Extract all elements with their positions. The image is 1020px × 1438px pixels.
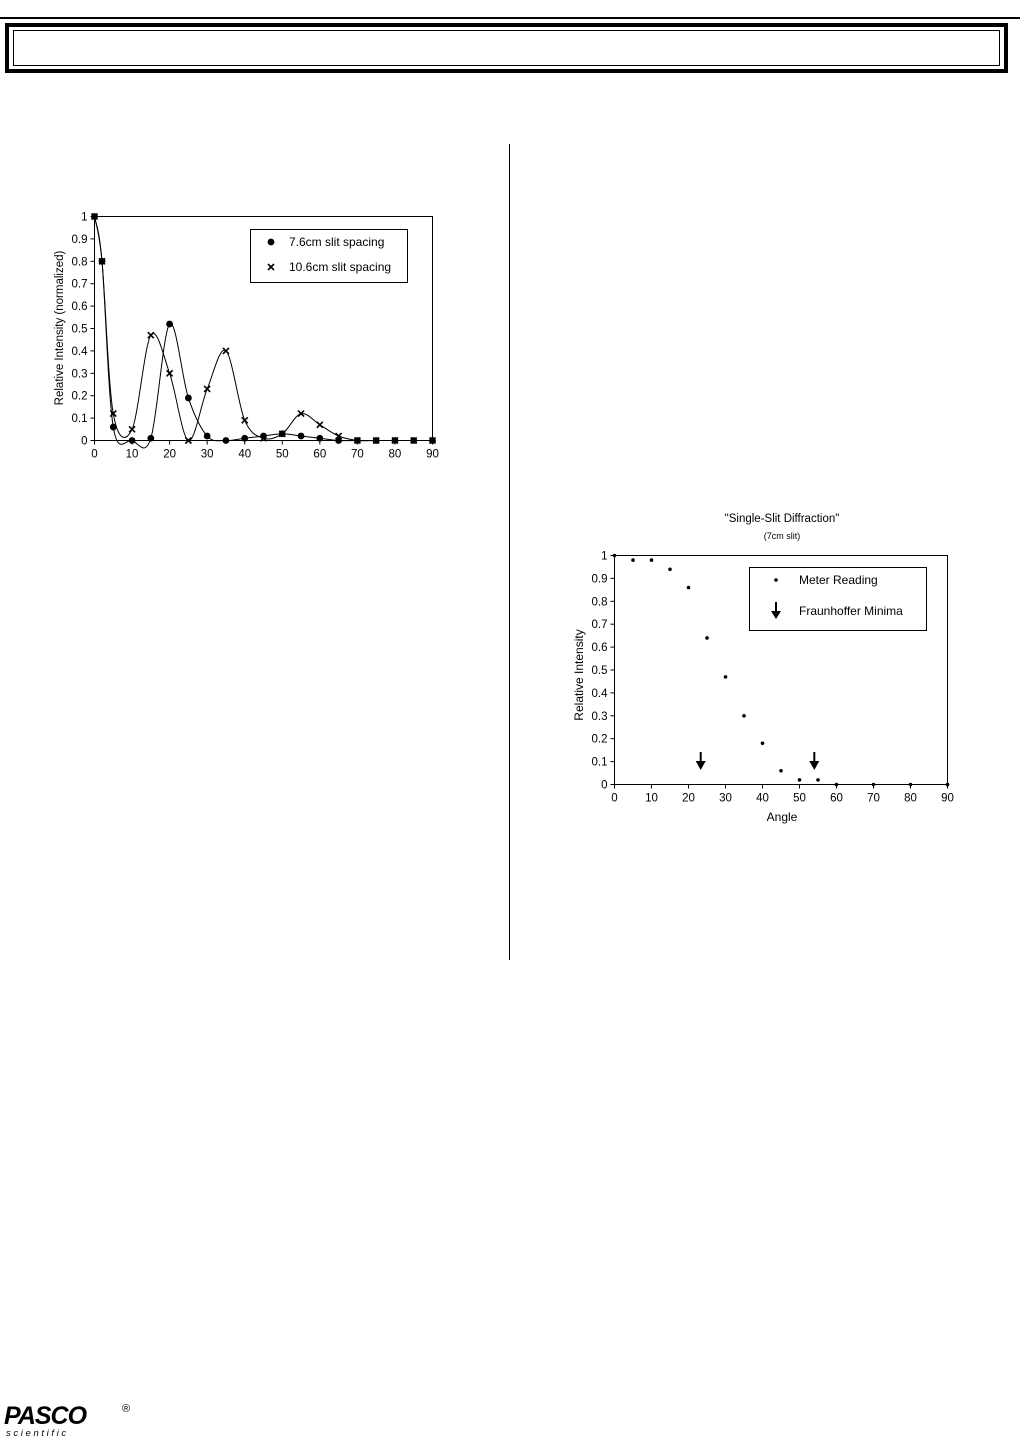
data-point-circle — [166, 321, 173, 328]
minima-arrow — [696, 752, 706, 770]
y-tick-label: 0.6 — [591, 642, 608, 655]
data-point-x — [129, 426, 135, 432]
x-tick-label: 40 — [238, 448, 252, 461]
data-point-circle — [316, 435, 323, 442]
x-tick-label: 10 — [125, 448, 139, 461]
header-inner-box — [13, 30, 1000, 66]
x-tick-label: 40 — [756, 792, 769, 805]
column-divider — [509, 144, 510, 960]
data-point-dot — [835, 783, 839, 787]
y-tick-label: 0.6 — [71, 301, 88, 314]
x-tick-label: 10 — [645, 792, 658, 805]
data-point-circle — [204, 433, 211, 440]
chart2-y-axis-label: Relative Intensity — [572, 629, 586, 721]
chart1-x-ticks — [91, 441, 439, 461]
logo-registered-mark: ® — [122, 1403, 131, 1415]
x-tick-label: 50 — [793, 792, 806, 805]
data-point-x — [242, 417, 248, 423]
x-tick-label: 20 — [682, 792, 695, 805]
legend-dot-marker — [774, 578, 778, 582]
chart2-subtitle: (7cm slit) — [763, 531, 801, 541]
data-point-circle — [110, 424, 117, 431]
y-tick-label: 0.3 — [71, 368, 88, 381]
chart2-y-ticks — [592, 551, 615, 792]
y-tick-label: 0.1 — [71, 413, 88, 426]
data-point-dot — [761, 741, 765, 745]
y-tick-label: 0.9 — [591, 573, 608, 586]
y-tick-label: 0.8 — [591, 596, 608, 609]
y-tick-label: 0.2 — [71, 390, 88, 403]
chart2-title: "Single-Slit Diffraction" — [724, 513, 840, 525]
data-point-dot — [798, 778, 802, 782]
y-tick-label: 0.7 — [591, 619, 608, 632]
legend-circle-marker — [268, 239, 275, 246]
data-point-dot — [742, 714, 746, 718]
chart2-x-axis-label: Angle — [766, 810, 798, 824]
data-point-circle — [241, 435, 248, 442]
x-tick-label: 80 — [904, 792, 917, 805]
y-tick-label: 0.5 — [591, 665, 608, 677]
data-point-x — [204, 386, 210, 392]
logo-brand: PASCO — [4, 1402, 87, 1430]
chart-single-slit — [560, 505, 970, 835]
x-tick-label: 20 — [163, 448, 177, 461]
x-tick-label: 60 — [830, 792, 843, 805]
data-point-dot — [631, 558, 635, 562]
chart2-legend-label-2: Fraunhoffer Minima — [799, 604, 903, 618]
y-tick-label: 0 — [81, 435, 88, 448]
chart1-y-axis-label: Relative Intensity (normalized) — [54, 250, 66, 406]
x-tick-label: 70 — [867, 792, 880, 805]
chart1-legend-label-1: 7.6cm slit spacing — [289, 235, 385, 249]
chart2-legend-label-1: Meter Reading — [799, 573, 878, 587]
data-point-dot — [687, 586, 691, 590]
y-tick-label: 0.9 — [71, 233, 88, 246]
pasco-logo — [2, 1400, 142, 1438]
data-point-dot — [668, 567, 672, 571]
x-tick-label: 30 — [200, 448, 214, 461]
data-point-dot — [816, 778, 820, 782]
data-point-circle — [129, 437, 136, 444]
x-tick-label: 30 — [719, 792, 732, 805]
y-tick-label: 1 — [601, 550, 608, 563]
data-point-x — [148, 332, 154, 338]
x-tick-label: 50 — [275, 448, 289, 461]
x-tick-label: 60 — [313, 448, 327, 461]
data-point-x — [317, 422, 323, 428]
data-point-dot — [724, 675, 728, 679]
y-tick-label: 0.5 — [71, 323, 88, 336]
chart2-minima-arrows — [696, 752, 820, 770]
data-point-circle — [147, 435, 154, 442]
chart2-x-ticks — [611, 785, 954, 805]
x-tick-label: 90 — [426, 448, 439, 461]
y-tick-label: 0.3 — [591, 710, 608, 723]
data-point-dot — [613, 554, 617, 558]
data-point-x — [223, 348, 229, 354]
x-tick-label: 0 — [611, 792, 618, 805]
y-tick-label: 0 — [601, 779, 608, 792]
y-tick-label: 0.7 — [71, 278, 88, 291]
y-tick-label: 0.1 — [591, 756, 608, 769]
y-tick-label: 0.8 — [71, 256, 88, 269]
data-point-dot — [705, 636, 709, 640]
chart1-legend-label-2: 10.6cm slit spacing — [289, 260, 392, 274]
x-tick-label: 70 — [350, 448, 364, 461]
x-tick-label: 0 — [91, 448, 98, 461]
y-tick-label: 0.4 — [71, 345, 88, 358]
chart2-legend — [750, 568, 927, 631]
logo-subtitle: s c i e n t i f i c — [6, 1428, 67, 1438]
chart-slit-spacing — [40, 200, 460, 480]
header-box — [5, 23, 1008, 73]
x-tick-label: 90 — [941, 792, 954, 805]
data-point-dot — [872, 783, 876, 787]
data-point-dot — [779, 769, 783, 773]
data-point-x — [167, 370, 173, 376]
data-point-circle — [185, 395, 192, 402]
top-rule — [0, 17, 1020, 19]
data-point-dot — [946, 783, 950, 787]
data-point-circle — [223, 437, 230, 444]
y-tick-label: 1 — [81, 211, 88, 224]
y-tick-label: 0.4 — [591, 687, 608, 700]
minima-arrow — [809, 752, 819, 770]
data-point-dot — [650, 558, 654, 562]
x-tick-label: 80 — [388, 448, 402, 461]
y-tick-label: 0.2 — [591, 733, 608, 746]
chart1-y-ticks — [72, 212, 95, 448]
chart1-legend — [251, 230, 408, 283]
data-point-circle — [298, 433, 305, 440]
data-point-dot — [909, 783, 913, 787]
